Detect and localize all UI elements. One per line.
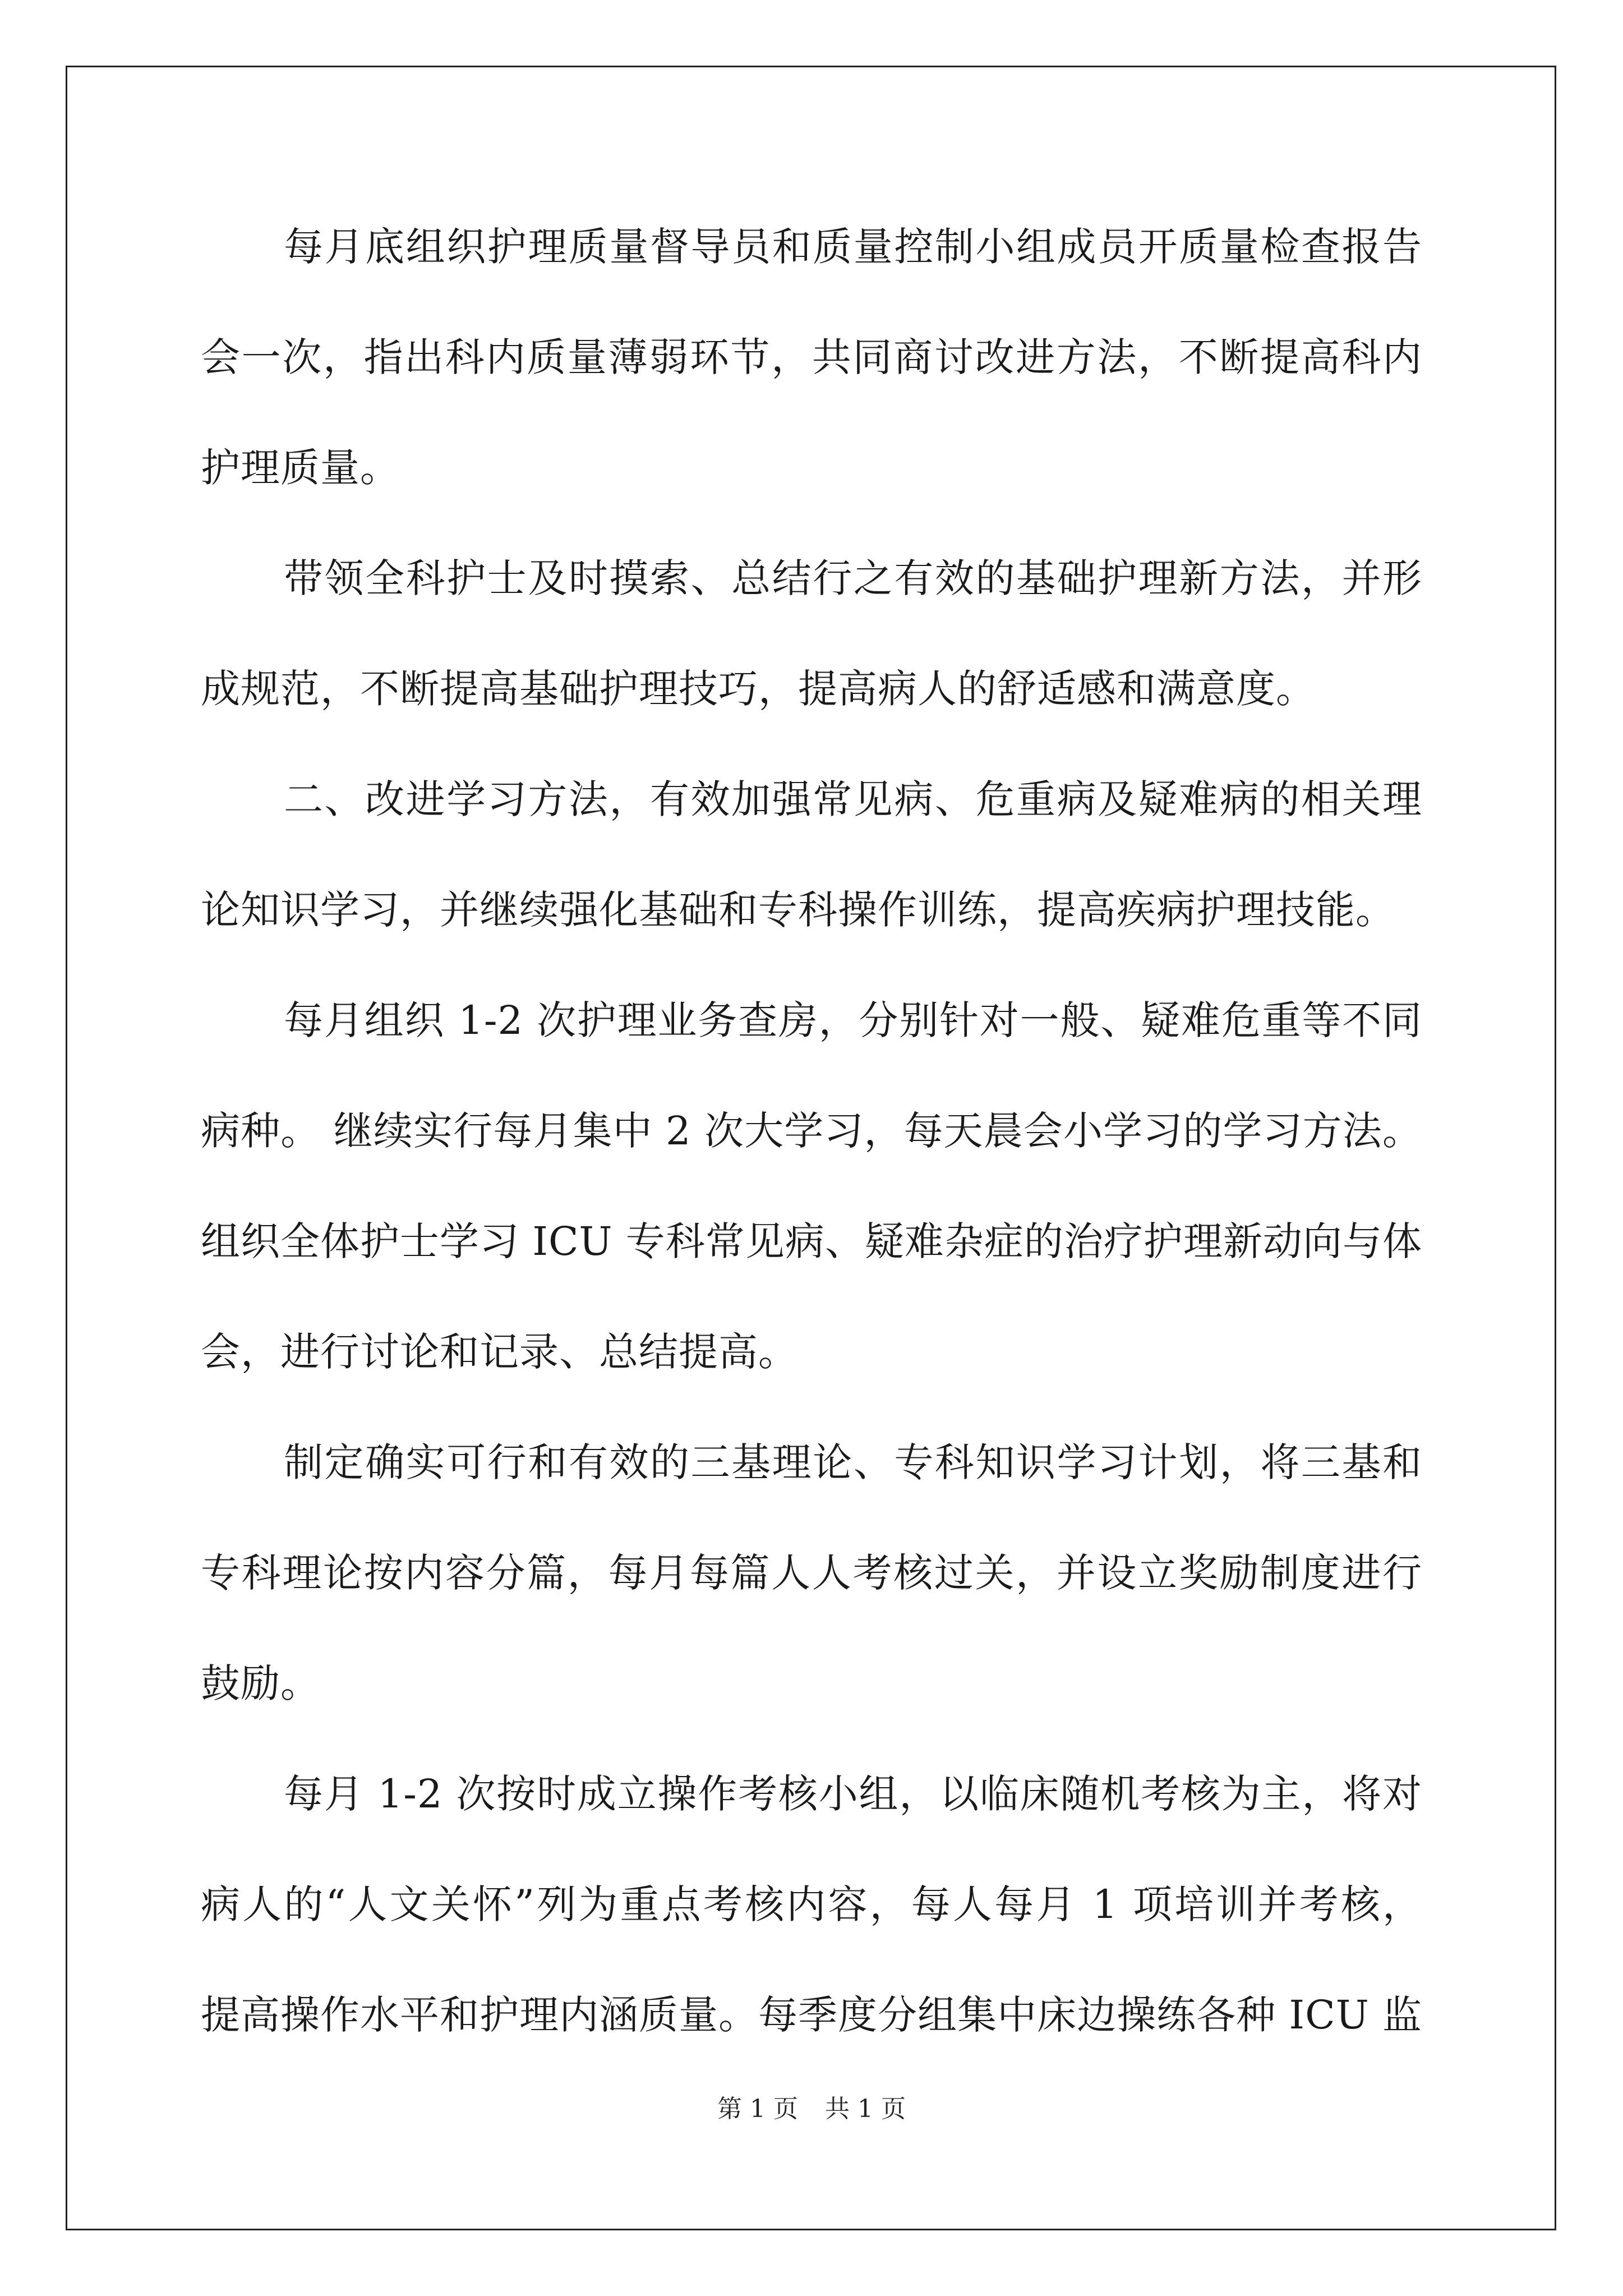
text-line: 鼓励。 bbox=[201, 1660, 320, 1706]
text-line: 组织全体护士学习 ICU 专科常见病、疑难杂症的治疗护理新动向与体 bbox=[201, 1218, 1422, 1264]
text-line: 护理质量。 bbox=[201, 445, 400, 491]
text-line: 二、改进学习方法，有效加强常见病、危重病及疑难病的相关理 bbox=[284, 776, 1422, 822]
text-line: 病人的“人文关怀”列为重点考核内容，每人每月 1 项培训并考核， bbox=[201, 1881, 1422, 1927]
page-number-current: 第 1 页 bbox=[717, 2095, 798, 2123]
text-line: 制定确实可行和有效的三基理论、专科知识学习计划，将三基和 bbox=[284, 1439, 1422, 1485]
text-line: 每月底组织护理质量督导员和质量控制小组成员开质量检查报告 bbox=[284, 224, 1422, 270]
text-line: 会，进行讨论和记录、总结提高。 bbox=[201, 1329, 798, 1375]
text-line: 论知识学习，并继续强化基础和专科操作训练，提高疾病护理技能。 bbox=[201, 887, 1395, 933]
text-line: 病种。 继续实行每月集中 2 次大学习，每天晨会小学习的学习方法。 bbox=[201, 1108, 1422, 1154]
page-number-total: 共 1 页 bbox=[825, 2095, 906, 2123]
page-footer bbox=[0, 2092, 1623, 2126]
text-line: 每月 1-2 次按时成立操作考核小组，以临床随机考核为主，将对 bbox=[284, 1771, 1422, 1817]
text-line: 每月组织 1-2 次护理业务查房，分别针对一般、疑难危重等不同 bbox=[284, 997, 1422, 1043]
text-line: 带领全科护士及时摸索、总结行之有效的基础护理新方法，并形 bbox=[284, 555, 1422, 601]
text-line: 提高操作水平和护理内涵质量。每季度分组集中床边操练各种 ICU 监 bbox=[201, 1992, 1422, 2038]
text-line: 成规范，不断提高基础护理技巧，提高病人的舒适感和满意度。 bbox=[201, 666, 1316, 712]
text-line: 专科理论按内容分篇，每月每篇人人考核过关，并设立奖励制度进行 bbox=[201, 1550, 1422, 1596]
document-body bbox=[201, 213, 1422, 2092]
text-line: 会一次，指出科内质量薄弱环节，共同商讨改进方法，不断提高科内 bbox=[201, 334, 1422, 380]
